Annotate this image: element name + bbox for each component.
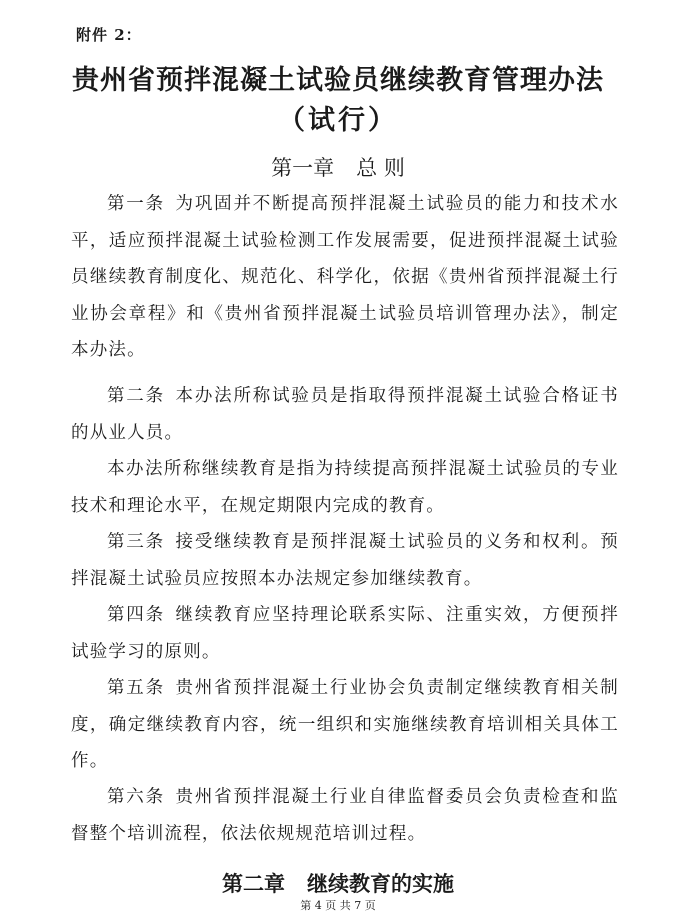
article-number: 第三条 — [107, 532, 165, 552]
article-text: 贵州省预拌混凝土行业协会负责制定继续教育相关制度，确定继续教育内容，统一组织和实施继续教育培训相关具体工作。 — [71, 678, 619, 771]
chapter-heading-1 — [0, 152, 676, 182]
article-number: 第四条 — [107, 605, 165, 625]
article-2-paragraph-2 — [71, 451, 619, 524]
article-number: 第一条 — [107, 194, 165, 214]
document-title: 贵州省预拌混凝土试验员继续教育管理办法 — [72, 65, 604, 96]
chapter-name: 继续教育的实施 — [307, 871, 454, 896]
article-text: 为巩固并不断提高预拌混凝土试验员的能力和技术水平，适应预拌混凝土试验检测工作发展需要，促进预拌混凝土试验员继续教育制度化、规范化、科学化，依据《贵州省预拌混凝土行业协会章程》和《贵州省预拌混凝土试验员培训管理办法》，制定本办法。 — [71, 194, 619, 360]
chapter-number: 第一章 — [271, 156, 335, 180]
article-text: 本办法所称继续教育是指为持续提高预拌混凝土试验员的专业技术和理论水平，在规定期限内完成的教育。 — [71, 459, 619, 516]
document-subtitle: （试行） — [278, 105, 398, 136]
article-text: 本办法所称试验员是指取得预拌混凝土试验合格证书的从业人员。 — [71, 386, 619, 443]
chapter-number: 第二章 — [222, 871, 285, 896]
article-text: 继续教育应坚持理论联系实际、注重实效，方便预拌试验学习的原则。 — [71, 605, 619, 662]
chapter-heading-2 — [0, 868, 676, 898]
attachment-label: 附件 2： — [76, 26, 142, 44]
article-4 — [71, 597, 619, 670]
article-number: 第二条 — [107, 386, 165, 406]
article-text: 贵州省预拌混凝土行业自律监督委员会负责检查和监督整个培训流程，依法依规规范培训过程。 — [71, 787, 619, 844]
page-number-footer: 第 4 页 共 7 页 — [300, 899, 376, 912]
article-1 — [71, 186, 619, 369]
article-6 — [71, 779, 619, 852]
article-number: 第六条 — [107, 787, 165, 807]
article-number: 第五条 — [107, 678, 165, 698]
article-2 — [71, 378, 619, 451]
article-5 — [71, 670, 619, 780]
article-text: 接受继续教育是预拌混凝土试验员的义务和权利。预拌混凝土试验员应按照本办法规定参加继续教育。 — [71, 532, 619, 589]
article-3 — [71, 524, 619, 597]
chapter-name: 总 则 — [356, 156, 405, 180]
